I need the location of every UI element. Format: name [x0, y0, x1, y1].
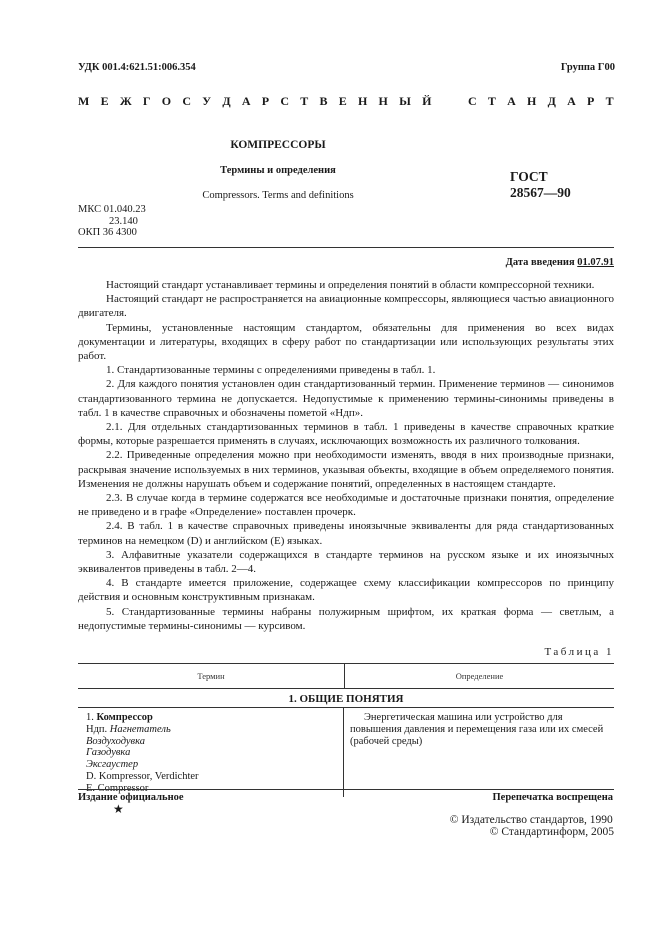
- term-main: 1. Компрессор: [86, 712, 153, 723]
- heading-letter: Ы: [399, 94, 411, 108]
- body-text: [78, 278, 614, 633]
- paragraph: 3. Алфавитные указатели содержащихся в стандарте терминов на русском языке и их иноязычных эквивалентов приведены в табл. 2—4.: [78, 548, 614, 576]
- table-caption: Таблица 1: [544, 646, 614, 658]
- classification-codes: [78, 204, 146, 239]
- heading-letter: Т: [487, 94, 496, 108]
- terms-table: [78, 663, 614, 797]
- document-title: КОМПРЕССОРЫ: [230, 139, 326, 151]
- term-cell: [78, 708, 344, 797]
- heading-letter: Г: [142, 94, 151, 108]
- header-divider: [78, 247, 614, 248]
- heading-letter: Н: [357, 94, 368, 108]
- term-ndp3: Газодувка: [86, 747, 131, 759]
- heading-letter: Е: [100, 94, 109, 108]
- heading-letter: Д: [547, 94, 556, 108]
- gost-label: ГОСТ: [510, 169, 548, 184]
- heading-letter: О: [161, 94, 172, 108]
- definition-text: Энергетическая машина или устройство для повышения давления и перемещения газа или их смесей (рабочей среды): [350, 712, 604, 747]
- paragraph: 2.1. Для отдельных стандартизованных терминов в табл. 1 приведены в качестве справочных краткие формы, которые разрешается применять в случаях, исключающих возможность их различного толкования.: [78, 421, 614, 448]
- heading-letter: Д: [222, 94, 231, 108]
- copyright-line-2: © Стандартинформ, 2005: [489, 826, 614, 838]
- term-ndp2: Воздуходувка: [86, 735, 145, 747]
- paragraph: 2. Для каждого понятия установлен один стандартизованный термин. Применение терминов — синонимов стандартизованного термина не допускается. Недопустимые к применению термины-синонимы приведены в табл. 1 в качестве справочных и обозначены пометой «Ндп».: [78, 378, 614, 419]
- footer-divider: [78, 789, 614, 790]
- english-title: Compressors. Terms and definitions: [202, 190, 354, 201]
- paragraph: 2.3. В случае когда в термине содержатся все необходимые и достаточные признаки понятия, определение не приведено и в графе «Определение» поставлен прочерк.: [78, 492, 614, 519]
- heading-letter: Й: [422, 94, 432, 108]
- definition-cell: [344, 708, 614, 797]
- table-header: [78, 663, 614, 689]
- official-edition: Издание официальное: [78, 792, 184, 803]
- term-german: D. Kompressor, Verdichter: [86, 770, 199, 782]
- heading-letter: У: [202, 94, 212, 108]
- heading-letter: В: [319, 94, 328, 108]
- column-definition-header: Определение: [455, 671, 504, 681]
- copyright: [450, 814, 614, 838]
- table-section-heading: 1. ОБЩИЕ ПОНЯТИЯ: [78, 691, 614, 708]
- intro-date-label: Дата введения: [505, 257, 575, 268]
- term-ndp: Ндп. Нагнетатель: [86, 723, 171, 735]
- heading-letter: С: [182, 94, 192, 108]
- heading-letter: А: [567, 94, 576, 108]
- mks-code: МКС 01.040.23: [78, 204, 146, 215]
- group-code: Группа Г00: [560, 62, 615, 73]
- okp-code: ОКП 36 4300: [78, 227, 137, 238]
- intro-date: [506, 257, 614, 268]
- paragraph: 5. Стандартизованные термины набраны полужирным шрифтом, их краткая форма — светлым, а недопустимые термины-синонимы — курсивом.: [78, 605, 614, 632]
- heading-letter: Р: [587, 94, 595, 108]
- heading-letter: С: [280, 94, 289, 108]
- term-english: E. Compressor: [86, 782, 149, 794]
- heading-letter: Т: [605, 94, 614, 108]
- heading-letter: Н: [378, 94, 388, 108]
- heading-letter: Р: [261, 94, 270, 108]
- intro-date-value: 01.07.91: [577, 257, 614, 268]
- reprint-prohibited: Перепечатка воспрещена: [492, 792, 613, 803]
- gost-number: [510, 169, 571, 201]
- table-row: [78, 708, 614, 797]
- gost-code: 28567—90: [510, 185, 571, 200]
- mks-code-second: 23.140: [109, 215, 138, 227]
- paragraph: Настоящий стандарт не распространяется на авиационные компрессоры, являющиеся частью авиационного двигателя.: [78, 293, 614, 320]
- heading-letter: Т: [300, 94, 309, 108]
- heading-letter: [443, 94, 457, 109]
- paragraph: 2.2. Приведенные определения можно при необходимости изменять, вводя в них производные признаки, раскрывая значение используемых в них терминов, указывая объекты, входящие в объем определяемого понятия. Изменения не должны нарушать объем и содержание понятий, определенных в настоящем стандарте.: [78, 449, 614, 490]
- star-icon: ★: [113, 802, 124, 816]
- paragraph: Термины, установленные настоящим стандартом, обязательны для применения во всех видах документации и литературы, входящих в сферу работ по стандартизации или использующих результаты этих работ.: [78, 321, 614, 363]
- heading-letter: А: [241, 94, 251, 108]
- heading-letter: Е: [338, 94, 347, 108]
- heading-letter: Н: [527, 94, 537, 108]
- paragraph: 1. Стандартизованные термины с определениями приведены в табл. 1.: [106, 364, 436, 377]
- term-ndp4: Эксгаустер: [86, 759, 139, 771]
- heading-letter: С: [467, 94, 477, 108]
- copyright-line-1: © Издательство стандартов, 1990: [449, 814, 613, 826]
- heading-letter: А: [507, 94, 516, 108]
- paragraph: 2.4. В табл. 1 в качестве справочных приведены иноязычные эквиваленты для ряда стандартизованных терминов на немецком (D) и английском (E) языках.: [78, 520, 614, 547]
- udk-code: УДК 001.4:621.51:006.354: [78, 62, 196, 73]
- heading-letter: Ж: [119, 94, 132, 108]
- paragraph: Настоящий стандарт устанавливает термины и определения понятий в области компрессорной техники.: [106, 279, 595, 291]
- document-subtitle: Термины и определения: [220, 165, 336, 176]
- heading-letter: М: [78, 94, 90, 108]
- interstate-standard-heading: [78, 94, 614, 109]
- paragraph: 4. В стандарте имеется приложение, содержащее схему классификации компрессоров по принципу действия и основным конструктивным признакам.: [78, 577, 614, 604]
- column-term-header: Термин: [78, 664, 345, 688]
